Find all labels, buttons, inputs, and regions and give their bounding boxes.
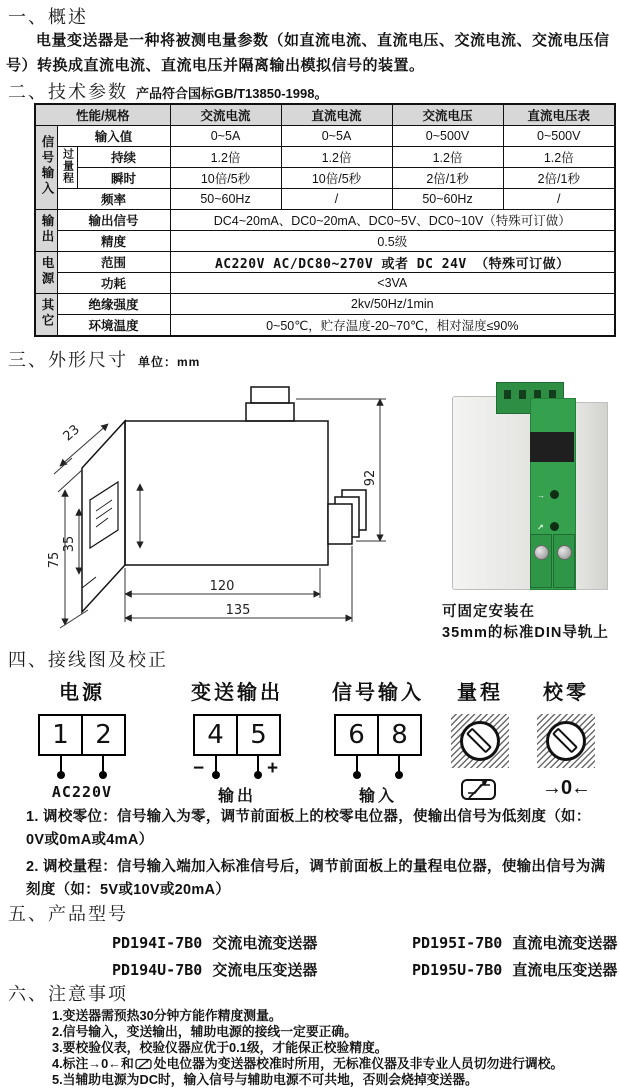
dim-label-135: 135 <box>225 603 251 618</box>
model-name: 直流电压变送器 <box>512 962 618 979</box>
top-terminal-block <box>246 403 294 421</box>
model-code: PD194U-7B0 <box>112 961 203 979</box>
table-row <box>35 168 615 189</box>
spec-row-label: 持续 <box>77 147 170 168</box>
spec-value: 2倍/1秒 <box>503 168 615 189</box>
terminal-dot <box>212 771 220 779</box>
model-item <box>412 959 617 980</box>
inline-rheostat-icon <box>135 1058 153 1070</box>
range-pot-hole <box>550 490 559 499</box>
notice-line: 5.当辅助电源为DC时，输入信号与辅助电源不可共地，否则会烧掉变送器。 <box>52 1072 478 1087</box>
spec-value: 1.2倍 <box>170 147 281 168</box>
model-item <box>112 932 412 953</box>
params-standard-note: 产品符合国标GB/T13850-1998。 <box>136 86 328 101</box>
zero-pot-hole <box>550 522 559 531</box>
dim-label-120: 120 <box>209 579 235 594</box>
model-name: 交流电压变送器 <box>212 962 318 979</box>
spec-col-header: 直流电流 <box>281 104 392 126</box>
spec-value: / <box>503 189 615 210</box>
spec-value: 0~500V <box>392 126 503 147</box>
range-pot <box>451 714 509 768</box>
spec-col-header: 直流电压表 <box>503 104 615 126</box>
models-list <box>112 932 617 980</box>
model-code: PD195U-7B0 <box>412 961 503 979</box>
spec-value: 2kv/50Hz/1min <box>170 294 615 315</box>
spec-value: 50~60Hz <box>170 189 281 210</box>
terminal-dot <box>395 771 403 779</box>
notices-list <box>52 1008 617 1088</box>
screw-terminal <box>530 534 552 588</box>
spec-row-label: 瞬时 <box>77 168 170 189</box>
calibration-note: 2. 调校量程：信号输入端加入标准信号后，调节前面板上的量程电位器，使输出信号为满刻度（如：5V或10V或20mA） <box>26 859 606 898</box>
spec-value: 10倍/5秒 <box>170 168 281 189</box>
notice-line: 1.变送器需预热30分钟方能作精度测量。 <box>52 1008 282 1023</box>
dim-label-35: 35 <box>62 535 77 553</box>
spec-value: 1.2倍 <box>503 147 615 168</box>
terminal-dot <box>254 771 262 779</box>
pot-screw-icon <box>460 721 500 761</box>
table-row <box>35 210 615 231</box>
spec-col-header: 交流电流 <box>170 104 281 126</box>
section-models-heading: 五、产品型号 <box>8 904 128 924</box>
output-label: 输出 <box>217 788 256 805</box>
model-name: 交流电流变送器 <box>212 935 318 952</box>
notice-line: 2.信号输入，变送输出，辅助电源的接线一定要正确。 <box>52 1024 358 1039</box>
terminal-cell: 2 <box>95 720 112 750</box>
terminal-group-power: 电源 1 2 AC220V <box>34 676 130 801</box>
terminal-cell: 6 <box>336 716 379 754</box>
input-label: 输入 <box>358 788 397 805</box>
spec-row-label: 精度 <box>57 231 170 252</box>
section-overview-heading: 一、概述 <box>8 7 88 27</box>
spec-value: 10倍/5秒 <box>281 168 392 189</box>
dims-unit-label: 单位：mm <box>138 355 201 369</box>
terminal-dot <box>99 771 107 779</box>
spec-value: 0~50℃，贮存温度-20~70℃，相对湿度≤90% <box>170 315 615 337</box>
dim-label-92: 92 <box>363 469 378 487</box>
group-label-other: 其它 <box>35 294 57 337</box>
table-row <box>35 273 615 294</box>
screw-terminal <box>553 534 575 588</box>
zero-pot-group: 校零 →0← <box>532 676 600 803</box>
section-dims-heading-row <box>8 346 200 372</box>
table-row <box>35 231 615 252</box>
polarity-minus: − <box>193 758 205 779</box>
model-code: PD194I-7B0 <box>112 934 203 952</box>
spec-value: / <box>281 189 392 210</box>
power-source-label: AC220V <box>51 783 113 801</box>
table-row <box>35 252 615 273</box>
section-params-heading-row <box>8 78 327 104</box>
spec-row-label: 范围 <box>57 252 170 273</box>
table-row <box>35 294 615 315</box>
terminal-cell: 1 <box>40 716 83 754</box>
table-row <box>35 189 615 210</box>
spec-row-label: 输出信号 <box>57 210 170 231</box>
terminal-cell: 8 <box>391 720 408 750</box>
dim-label-23: 23 <box>60 422 83 445</box>
model-code: PD195I-7B0 <box>412 934 503 952</box>
specs-table <box>34 103 616 337</box>
photo-caption: 可固定安装在 35mm的标准DIN导轨上 <box>442 604 609 641</box>
outline-drawing <box>20 378 425 648</box>
notice-line: 4.标注→0←和 处电位器为变送器校准时所用，无标准仪器及非专业人员切勿进行调校。 <box>52 1056 564 1071</box>
zero-pot <box>537 714 595 768</box>
spec-value: 1.2倍 <box>281 147 392 168</box>
terminal-box <box>38 714 126 756</box>
spec-value: 0.5级 <box>170 231 615 252</box>
group-label-overrange: 过量程 <box>57 147 77 189</box>
spec-value: 50~60Hz <box>392 189 503 210</box>
zero-adjust-symbol: →0← <box>541 776 591 799</box>
group-label-output: 输出 <box>35 210 57 252</box>
spec-row-label: 功耗 <box>57 273 170 294</box>
overview-paragraph: 电量变送器是一种将被测电量参数（如直流电流、直流电压、交流电流、交流电压信号）转换成直流电流、直流电压并隔离输出模拟信号的装置。 <box>6 32 610 74</box>
spec-row-label: 输入值 <box>57 126 170 147</box>
spec-corner-header: 性能/规格 <box>35 104 170 126</box>
terminal-cell: 5 <box>250 720 267 750</box>
spec-value: 2倍/1秒 <box>392 168 503 189</box>
terminal-box <box>193 714 281 756</box>
calibration-notes <box>26 806 606 906</box>
group-label-signal-input: 信号输入 <box>35 126 57 210</box>
pot-screw-icon <box>546 721 586 761</box>
section-params-heading: 二、技术参数 <box>8 82 128 102</box>
front-label-plate <box>90 482 118 548</box>
spec-row-label: 频率 <box>57 189 170 210</box>
notice-line: 3.要校验仪表，校验仪器应优于0.1级，才能保正校验精度。 <box>52 1040 388 1055</box>
group-label-power: 电源 <box>35 252 57 294</box>
model-name: 直流电流变送器 <box>512 935 618 952</box>
polarity-plus: + <box>267 758 279 779</box>
spec-row-label: 环境温度 <box>57 315 170 337</box>
spec-value: 0~500V <box>503 126 615 147</box>
section-notices-heading: 六、注意事项 <box>8 984 128 1004</box>
device-housing <box>452 396 536 590</box>
spec-value: 0~5A <box>281 126 392 147</box>
dim-label-75: 75 <box>47 551 62 569</box>
device-side-edge <box>572 402 608 590</box>
terminal-dot <box>353 771 361 779</box>
range-pot-group: 量程 <box>446 676 514 803</box>
table-row <box>35 126 615 147</box>
spec-value: <3VA <box>170 273 615 294</box>
terminal-cell: 4 <box>195 716 238 754</box>
section-dims-heading: 三、外形尺寸 <box>8 350 128 370</box>
product-photo: → ↗ <box>440 382 618 600</box>
model-item <box>112 959 412 980</box>
spec-value-power-range: AC220V AC/DC80~270V 或者 DC 24V （特殊可订做） <box>170 252 615 273</box>
spec-value: DC4~20mA、DC0~20mA、DC0~5V、DC0~10V（特殊可订做） <box>170 210 615 231</box>
model-item <box>412 932 617 953</box>
table-row <box>35 315 615 337</box>
terminal-dot <box>57 771 65 779</box>
terminal-group-output: 变送输出 4 5 − + 输出 <box>186 676 288 806</box>
spec-col-header: 交流电压 <box>392 104 503 126</box>
terminal-box <box>334 714 422 756</box>
spec-value: 0~5A <box>170 126 281 147</box>
section-wiring-heading: 四、接线图及校正 <box>8 650 168 670</box>
spec-value: 1.2倍 <box>392 147 503 168</box>
calibration-note: 1. 调校零位：信号输入为零，调节前面板上的校零电位器，使输出信号为低刻度（如：0V或0mA或4mA） <box>26 809 591 848</box>
table-row <box>35 104 615 126</box>
rheostat-icon <box>460 774 500 802</box>
terminal-group-input: 信号输入 6 8 输入 <box>332 682 424 805</box>
table-row <box>35 147 615 168</box>
spec-row-label: 绝缘强度 <box>57 294 170 315</box>
device-dark-band <box>530 432 574 462</box>
